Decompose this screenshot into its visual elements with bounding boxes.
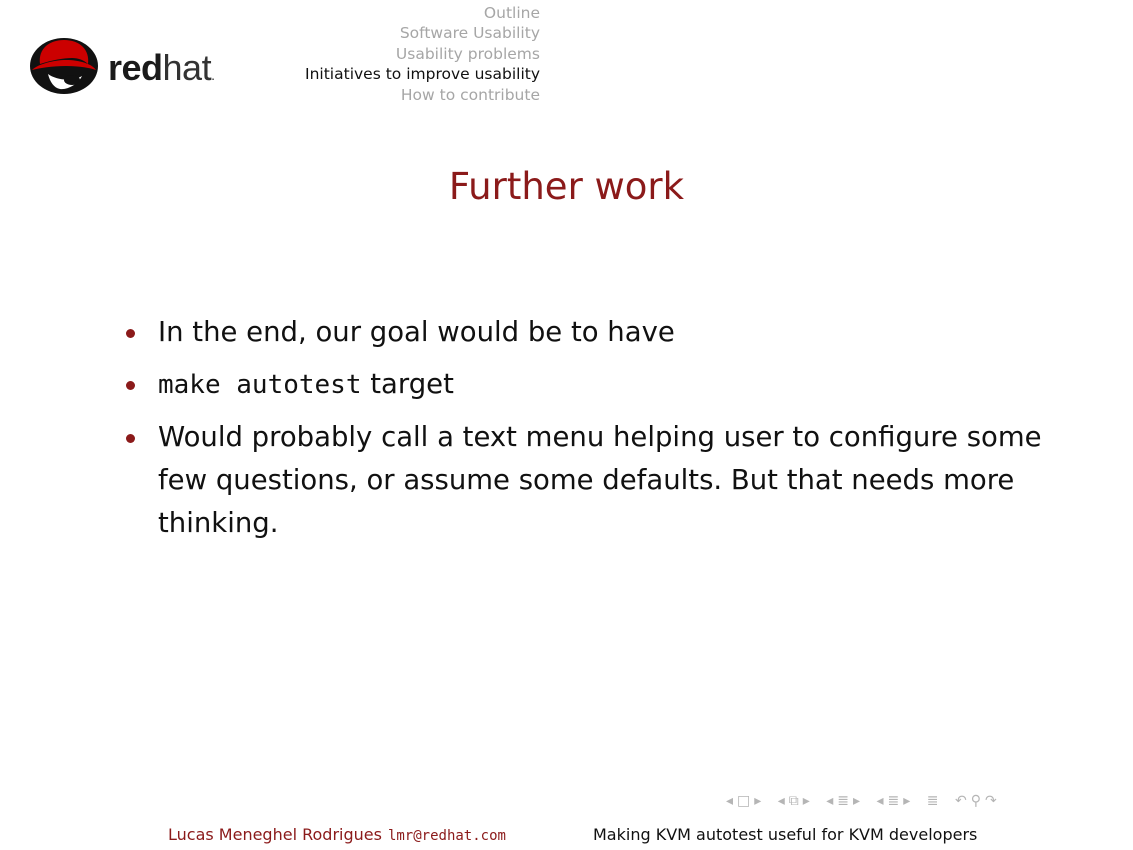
nav-next-section-icon[interactable]: ▸ bbox=[853, 793, 861, 809]
redhat-wordmark bbox=[108, 48, 214, 95]
outline-nav-item-active[interactable]: Initiatives to improve usability bbox=[305, 65, 540, 84]
bullet-item bbox=[122, 416, 1052, 545]
bullet-dot-icon bbox=[126, 329, 135, 338]
beamer-nav-symbols bbox=[726, 790, 1126, 812]
nav-subsection-icon[interactable]: ⧉ bbox=[788, 793, 799, 809]
nav-prev-section-icon[interactable]: ◂ bbox=[826, 793, 834, 809]
bullet-dot-icon bbox=[126, 381, 135, 390]
bullet-text: In the end, our goal would be to have bbox=[158, 316, 675, 348]
nav-search-icon[interactable]: ⚲ bbox=[970, 793, 981, 809]
nav-section-icon[interactable]: ≣ bbox=[837, 793, 850, 809]
nav-next-subsection-icon[interactable]: ▸ bbox=[802, 793, 810, 809]
outline-nav-item[interactable]: Usability problems bbox=[395, 44, 540, 63]
footer-presentation-title: Making KVM autotest useful for KVM developers bbox=[593, 825, 978, 844]
nav-redo-icon[interactable]: ↷ bbox=[984, 793, 997, 809]
redhat-logo bbox=[28, 34, 248, 98]
nav-next-slide-icon[interactable]: ▸ bbox=[754, 793, 762, 809]
wordmark-light: hat bbox=[162, 47, 212, 88]
nav-prev-slide-icon[interactable]: ◂ bbox=[726, 793, 734, 809]
slide-footer bbox=[0, 822, 1133, 848]
slide-title: Further work bbox=[448, 164, 685, 208]
bullet-dot-icon bbox=[126, 434, 135, 443]
bullet-list bbox=[122, 311, 1052, 554]
nav-part-icon[interactable]: ≣ bbox=[887, 793, 900, 809]
bullet-code: make autotest bbox=[158, 370, 362, 400]
outline-nav-item[interactable]: How to contribute bbox=[400, 85, 540, 104]
nav-next-part-icon[interactable]: ▸ bbox=[903, 793, 911, 809]
bullet-item bbox=[122, 311, 1052, 354]
wordmark-suffix: . bbox=[211, 67, 215, 83]
outline-nav-item[interactable]: Outline bbox=[483, 4, 540, 22]
bullet-item bbox=[122, 363, 1052, 407]
nav-undo-icon[interactable]: ↶ bbox=[954, 793, 967, 809]
bullet-text: target bbox=[361, 368, 454, 400]
section-outline-nav bbox=[305, 3, 540, 105]
redhat-shadowman-icon bbox=[28, 34, 100, 96]
nav-document-icon[interactable]: ≣ bbox=[926, 793, 939, 809]
outline-nav-item[interactable]: Software Usability bbox=[399, 24, 540, 43]
nav-frame-icon[interactable]: □ bbox=[737, 793, 751, 809]
nav-prev-subsection-icon[interactable]: ◂ bbox=[777, 793, 785, 809]
wordmark-bold: red bbox=[108, 47, 163, 88]
nav-prev-part-icon[interactable]: ◂ bbox=[876, 793, 884, 809]
footer-author: Lucas Meneghel Rodrigues bbox=[168, 825, 382, 844]
bullet-text: Would probably call a text menu helping user to configure some few questions, or assume some defaults. But that needs more thinking. bbox=[158, 421, 1042, 539]
footer-author-block bbox=[168, 822, 506, 849]
footer-email: lmr@redhat.com bbox=[387, 828, 506, 844]
